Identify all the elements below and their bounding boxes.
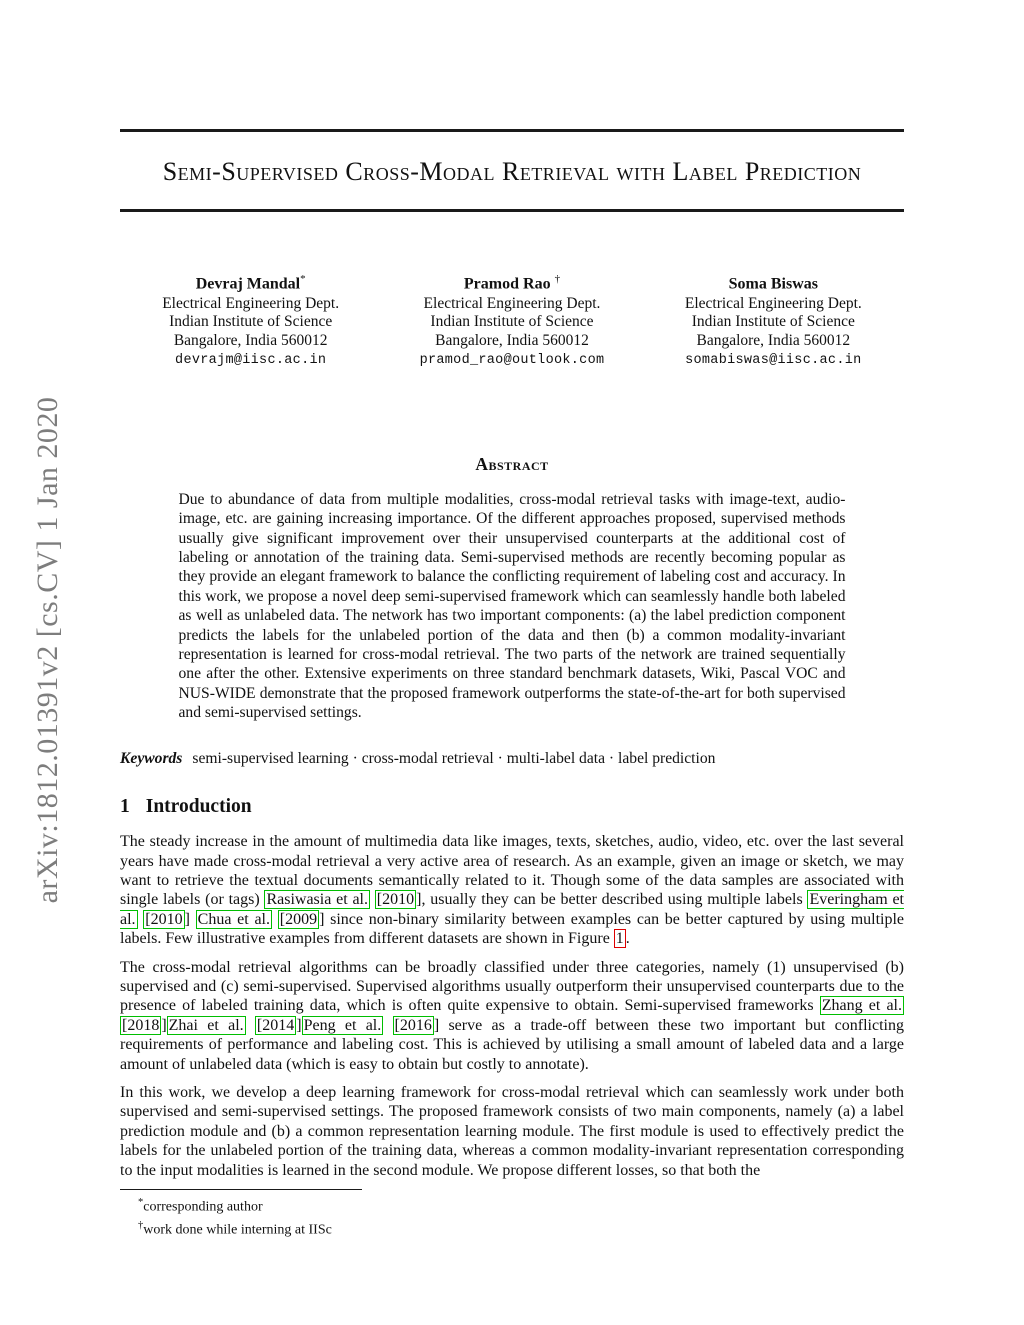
author-name-text: Devraj Mandal (195, 275, 301, 293)
paper-content (120, 0, 904, 1239)
citation-link[interactable]: Chua et al. (197, 910, 270, 928)
author-address: Bangalore, India 560012 (696, 331, 851, 349)
author-email[interactable]: somabiswas@iisc.ac.in (685, 353, 862, 369)
citation-link[interactable]: [2010 (376, 891, 415, 909)
author-block (120, 270, 904, 371)
citation-link[interactable]: Zhai et al. (168, 1016, 244, 1034)
author-email[interactable]: pramod_rao@outlook.com (419, 353, 605, 369)
footnote-corresponding-author (138, 1194, 904, 1217)
author-column-2 (381, 270, 642, 371)
paragraph-text: ] serve as a trade-off between these two important but conflicting requirements of performance and labeling cost. This is achieved by utilising a small amount of labeled data and a large amount of unlabeled data (which is easy to obtain but costly to annotate). (120, 1016, 904, 1073)
keywords-text: semi-supervised learning · cross-modal retrieval · multi-label data · label prediction (192, 749, 716, 767)
abstract-text: Due to abundance of data from multiple modalities, cross-modal retrieval tasks with image-text, audio-image, etc. are gaining increasing importance. Of the different approaches proposed, supervised methods usually give significant improvement over their unsupervised counterparts at the additional cost of labeling or annotation of the training data. Semi-supervised methods are recently becoming popular as they provide an elegant framework to balance the conflicting requirement of labeling cost and accuracy. In this work, we propose a novel deep semi-supervised framework which can seamlessly handle both labeled as well as unlabeled data. The network has two important components: (a) the label prediction component predicts the labels for the unlabeled portion of the data and then (b) a common modality-invariant representation is learned for cross-modal retrieval. The two parts of the network are trained sequentially one after the other. Extensive experiments on three standard benchmark datasets, Wiki, Pascal VOC and NUS-WIDE demonstrate that the proposed framework outperforms the state-of-the-art for both supervised and semi-supervised settings. (178, 490, 846, 722)
paragraph-text: The steady increase in the amount of multimedia data like images, texts, sketches, audio, video, etc. over the last several years have made cross-modal retrieval a very active area of research. As an example, given an image or sketch, we may want to retrieve the textual documents semantically related to it. Though some of the data samples are associated with single labels (or tags) (120, 833, 904, 909)
author-column-3 (643, 270, 904, 371)
paragraph (120, 832, 904, 948)
paper-title: Semi-Supervised Cross-Modal Retrieval with Label Prediction (162, 157, 862, 186)
section-title: Introduction (145, 796, 252, 818)
citation-link[interactable]: [2018 (122, 1016, 160, 1034)
arxiv-watermark: arXiv:1812.01391v2 [cs.CV] 1 Jan 2020 (31, 396, 64, 904)
paragraph-text: ] since non-binary similarity between examples can be better captured by using multiple labels. Few illustrative examples from different datasets are shown in Figure (120, 910, 905, 948)
author-address: Bangalore, India 560012 (435, 331, 589, 349)
author-institute: Indian Institute of Science (430, 313, 594, 331)
author-name-text: Soma Biswas (728, 275, 818, 293)
footnote-marker: * (138, 1197, 144, 1209)
paragraph (120, 958, 904, 1074)
abstract-heading: Abstract (475, 453, 549, 474)
paragraph-text: ], usually they can be better described using multiple labels (416, 891, 808, 909)
figure-reference-link[interactable]: 1 (615, 930, 624, 948)
paragraph-text (272, 911, 278, 928)
introduction-paragraphs (120, 832, 904, 1180)
citation-link[interactable]: [2009 (279, 910, 318, 928)
citation-link[interactable]: Zhang et al. (821, 997, 903, 1015)
author-dept: Electrical Engineering Dept. (684, 294, 862, 312)
citation-link[interactable]: Peng et al. (303, 1016, 382, 1034)
footnote-marker: † (138, 1219, 144, 1231)
footnotes (120, 1194, 904, 1239)
paragraph-text: . (625, 930, 630, 948)
author-email[interactable]: devrajm@iisc.ac.in (175, 353, 327, 369)
section-number: 1 (120, 796, 130, 818)
keywords-line (120, 749, 904, 768)
keywords-label: Keywords (120, 749, 183, 767)
paragraph-text: The cross-modal retrieval algorithms can be broadly classified under three categories, namely (1) unsupervised (b) supervised and (c) semi-supervised. Supervised algorithms usually outperform their unsupervised counterparts due to the presence of labeled training data, which is often quite expensive to obtain. Semi-supervised frameworks (120, 958, 904, 1015)
paragraph-text: In this work, we develop a deep learning framework for cross-modal retrieval which can seamlessly work under both supervised and semi-supervised settings. The proposed framework consists of two main components, namely (a) a label prediction module and (b) a common representation learning module. The first module is used to effectively predict the labels for the unlabeled portion of the training data, whereas a common modality-invariant representation corresponding to the input modalities is learned in the second module. We propose different losses, so that both the (120, 1083, 904, 1179)
author-column-1 (120, 270, 381, 371)
author-institute: Indian Institute of Science (691, 313, 855, 331)
title-rule-bottom (120, 209, 904, 212)
author-dept: Electrical Engineering Dept. (162, 294, 340, 312)
author-marker: * (300, 273, 306, 285)
paragraph-text: ] (296, 1016, 302, 1034)
citation-link[interactable]: [2010 (145, 910, 183, 928)
section-heading-introduction (120, 796, 904, 818)
citation-link[interactable]: Everingham et al. (120, 891, 904, 928)
author-marker: † (554, 273, 561, 285)
author-name-text: Pramod Rao (463, 275, 551, 293)
footnote-interning (138, 1217, 904, 1240)
citation-link[interactable]: [2016 (394, 1016, 432, 1034)
paragraph-text (246, 1017, 255, 1034)
footnote-text: corresponding author (143, 1199, 263, 1215)
author-dept: Electrical Engineering Dept. (423, 294, 601, 312)
paragraph-text: ] (161, 1016, 167, 1034)
author-address: Bangalore, India 560012 (173, 331, 328, 349)
author-name (120, 270, 381, 294)
author-name (381, 270, 642, 294)
citation-link[interactable]: Rasiwasia et al. (266, 891, 368, 909)
footnote-text: work done while interning at IISc (143, 1222, 332, 1238)
footnote-rule (120, 1189, 362, 1190)
paragraph-text: ] (184, 910, 196, 928)
citation-link[interactable]: [2014 (256, 1016, 295, 1034)
author-name (643, 270, 904, 294)
title-rule-top (120, 129, 904, 132)
paragraph-text (383, 1017, 392, 1034)
paragraph (120, 1083, 904, 1180)
author-institute: Indian Institute of Science (169, 313, 333, 331)
